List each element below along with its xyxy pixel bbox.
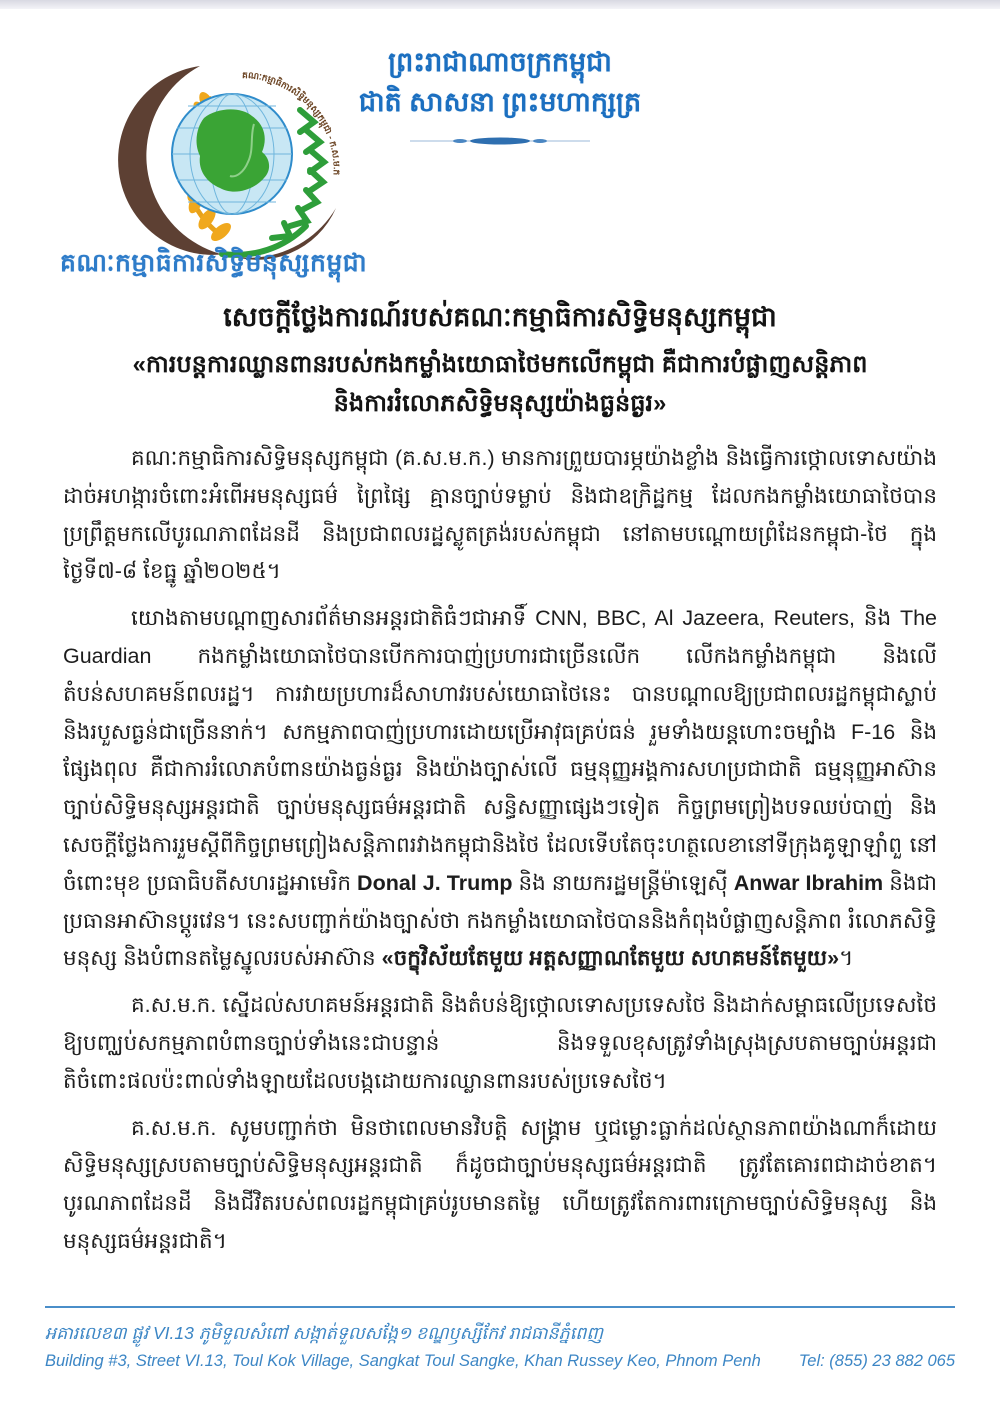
paragraph-2: យោងតាមបណ្តាញសារព័ត៌មានអន្តរជាតិធំៗជាអាទិ៍ CNN, BBC, Al Jazeera, Reuters, និង The Guardian កងកម្លាំងយោធាថៃបានបើកការបាញ់ប្រហារជាច្រើនលើក លើកងកម្លាំងកម្ពុជា និងលើតំបន់សហគមន៍ពលរដ្ឋ។ ការវាយប្រហារដ៏សាហាវរបស់យោធាថៃនេះ បានបណ្តាលឱ្យប្រជាពលរដ្ឋកម្ពុជាស្លាប់ និងរបួសធ្ងន់ជាច្រើននាក់។ សកម្មភាពបាញ់ប្រហារដោយប្រើអាវុធគ្រប់ធន់ រួមទាំងយន្តហោះចម្បាំង F-16 និងផ្សែងពុល គឺជាការរំលោភបំពានយ៉ាងធ្ងន់ធ្ងរ និងយ៉ាងច្បាស់លើ ធម្មនុញ្ញអង្គការសហប្រជាជាតិ ធម្មនុញ្ញអាស៊ាន ច្បាប់សិទ្ធិមនុស្សអន្តរជាតិ ច្បាប់មនុស្សធម៌អន្តរជាតិ សន្ធិសញ្ញាផ្សេងៗទៀត កិច្ចព្រមព្រៀងបទឈប់បាញ់ និង សេចក្តីថ្លែងការរួមស្តីពីកិច្ចព្រមព្រៀងសន្តិភាពរវាងកម្ពុជានិងថៃ ដែលទើបតែចុះហត្ថលេខានៅទីក្រុងគូឡាឡាំពួ នៅចំពោះមុខ ប្រធាធិបតីសហរដ្ឋអាមេរិក Donal J. Trump និង នាយករដ្ឋមន្ត្រីម៉ាឡេស៊ី Anwar Ibrahim និងជាប្រធានអាស៊ានប្តូរវេន។ នេះសបញ្ជាក់យ៉ាងច្បាស់ថា កងកម្លាំងយោធាថៃបាននិងកំពុងបំផ្លាញសន្តិភាព រំលោភសិទ្ធិមនុស្ស និងបំពានតម្លៃស្នូលរបស់អាស៊ាន «ចក្ខុវិស័យតែមួយ អត្តសញ្ញាណតែមួយ សហគមន៍តែមួយ»។ — [63, 606, 937, 971]
statement-title — [50, 297, 950, 423]
kingdom-motto-line2: ជាតិ សាសនា ព្រះមហាក្សត្រ — [358, 87, 642, 117]
globe — [172, 94, 292, 214]
statement-title-line3: និងការរំលោភសិទ្ធិមនុស្សយ៉ាងធ្ងន់ធ្ងរ» — [333, 390, 667, 417]
footer-divider — [45, 1306, 955, 1308]
logo-arc-caption: គណៈកម្មាធិការសិទ្ធិមនុស្សកម្ពុជា - ក.ស.ម.ក — [241, 69, 342, 176]
statement-body — [63, 440, 937, 1270]
kingdom-motto-line1: ព្រះរាជាណាចក្រកម្ពុជា — [388, 47, 612, 77]
committee-logo — [104, 58, 356, 268]
statement-title-line1: សេចក្តីថ្លែងការណ៍របស់គណៈកម្មាធិការសិទ្ធិមនុស្សកម្ពុជា — [223, 302, 777, 332]
organization-name: គណៈកម្មាធិការសិទ្ធិមនុស្សកម្ពុជា — [60, 249, 367, 277]
address-english: Building #3, Street VI.13, Toul Kok Village, Sangkat Toul Sangke, Khan Russey Keo, Phnom Penh — [45, 1352, 761, 1370]
paragraph-4: គ.ស.ម.ក. សូមបញ្ជាក់ថា មិនថាពេលមានវិបត្តិ សង្គ្រាម ឬជម្លោះធ្លាក់ដល់ស្ថានភាពយ៉ាងណាក៏ដោយ សិទ្ធិមនុស្សស្របតាមច្បាប់សិទ្ធិមនុស្សអន្តរជាតិ ក៏ដូចជាច្បាប់មនុស្សធម៌អន្តរជាតិ ត្រូវតែគោរពជាដាច់ខាត។ បូរណភាពដែនដី និងជីវិតរបស់ពលរដ្ឋកម្ពុជាគ្រប់រូបមានតម្លៃ ហើយត្រូវតែការពារក្រោមច្បាប់សិទ្ធិមនុស្ស និងមនុស្សធម៌អន្តរជាតិ។ — [63, 1115, 937, 1253]
scan-edge — [0, 0, 1000, 9]
cambodia-map — [197, 109, 270, 191]
paragraph-1: គណៈកម្មាធិការសិទ្ធិមនុស្សកម្ពុជា (គ.ស.ម.ក.) មានការព្រួយបារម្ភយ៉ាងខ្លាំង និងធ្វើការថ្កោលទោសយ៉ាងដាច់អហង្ការចំពោះអំពើអមនុស្សធម៌ ព្រៃផ្សៃ គ្មានច្បាប់ទម្លាប់ និងជាឧក្រិដ្ឋកម្ម ដែលកងកម្លាំងយោធាថៃបានប្រព្រឹត្តមកលើបូរណភាពដែនដី និងប្រជាពលរដ្ឋស្លូតត្រង់របស់កម្ពុជា នៅតាមបណ្តោយព្រំដែនកម្ពុជា-ថៃ ក្នុងថ្ងៃទី៧-៨ ខែធ្នូ ឆ្នាំ២០២៥។ — [63, 446, 937, 584]
paragraph-3: គ.ស.ម.ក. ស្នើដល់សហគមន៍អន្តរជាតិ និងតំបន់ឱ្យថ្កោលទោសប្រទេសថៃ និងដាក់សម្ពាធលើប្រទេសថៃ ឱ្យបញ្ឈប់សកម្មភាពបំពានច្បាប់ទាំងនេះជាបន្ទាន់ និងទទួលខុសត្រូវទាំងស្រុងស្របតាមច្បាប់អន្តរជាតិចំពោះផលប៉ះពាល់ទាំងឡាយដែលបង្កដោយការឈ្លានពានរបស់ប្រទេសថៃ។ — [63, 993, 937, 1093]
telephone: Tel: (855) 23 882 065 — [798, 1352, 955, 1370]
footer — [45, 1306, 955, 1371]
address-khmer: អគារលេខ៣ ផ្លូវ VI.13 ភូមិទួលសំពៅ សង្កាត់ទួលសង្កែ១ ខណ្ឌឫស្សីកែវ រាជធានីភ្នំពេញ — [45, 1323, 604, 1343]
statement-title-line2: «ការបន្តការឈ្លានពានរបស់កងកម្លាំងយោធាថៃមកលើកម្ពុជា គឺជាការបំផ្លាញសន្តិភាព — [132, 351, 868, 378]
